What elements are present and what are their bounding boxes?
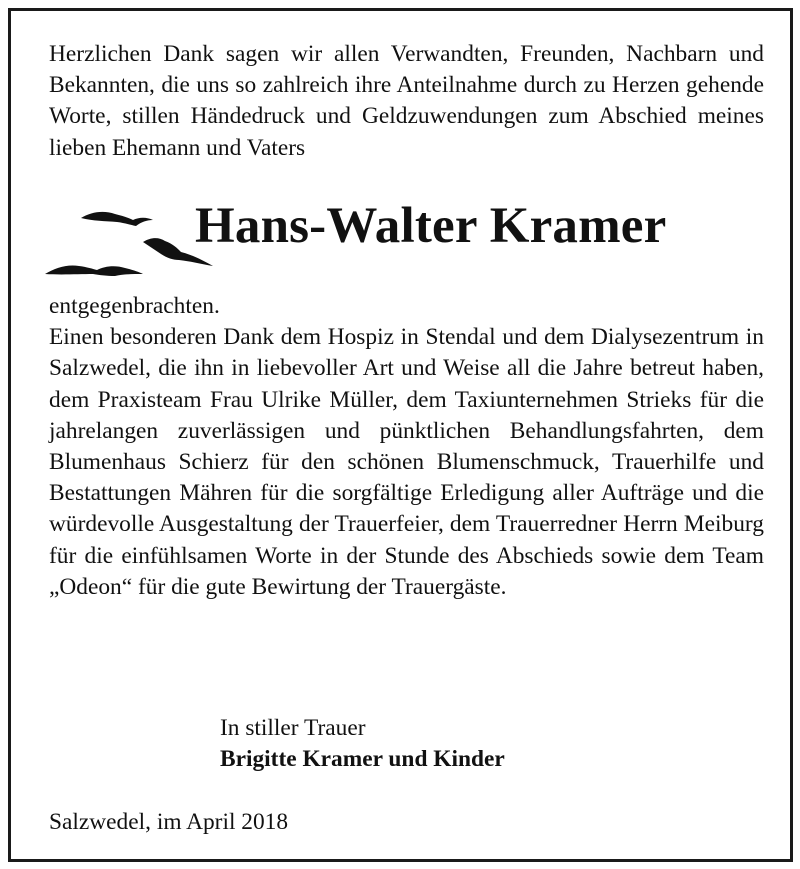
- thanks-paragraph: [49, 291, 764, 603]
- thanks-text: Einen besonderen Dank dem Hospiz in Stendal und dem Dialysezentrum in Salzwedel, die ihn in liebevoller Art und Weise all die Jahre betreut haben, dem Praxisteam Frau Ulrike Müller, dem Taxiunternehmen Strieks für die jahrelangen zuverlässigen und pünktlichen Behandlungsfahrten, dem Blumenhaus Schierz für den schönen Blumenschmuck, Trauerhilfe und Bestattungen Mähren für die sorgfältige Erledigung aller Aufträge und die würdevolle Ausgestaltung der Trauerfeier, dem Trauerredner Herrn Meiburg für die einfühlsamen Worte in der Stunde des Abschieds sowie dem Team „Odeon“ für die gute Bewirtung der Trauergäste.: [49, 324, 764, 600]
- notice-frame: [8, 8, 793, 862]
- signatories: Brigitte Kramer und Kinder: [220, 746, 505, 772]
- after-name-text: entgegenbrachten.: [49, 293, 220, 319]
- closing-line: In stiller Trauer: [220, 715, 366, 741]
- place-date: Salzwedel, im April 2018: [49, 809, 289, 835]
- intro-paragraph: Herzlichen Dank sagen wir allen Verwandten, Freunden, Nachbarn und Bekannten, die uns so zahlreich ihre Anteilnahme durch zu Herzen gehende Worte, stillen Händedruck und Geldzuwendungen zum Abschied meines lieben Ehemann und Vaters: [49, 41, 764, 161]
- deceased-name: Hans-Walter Kramer: [195, 198, 667, 254]
